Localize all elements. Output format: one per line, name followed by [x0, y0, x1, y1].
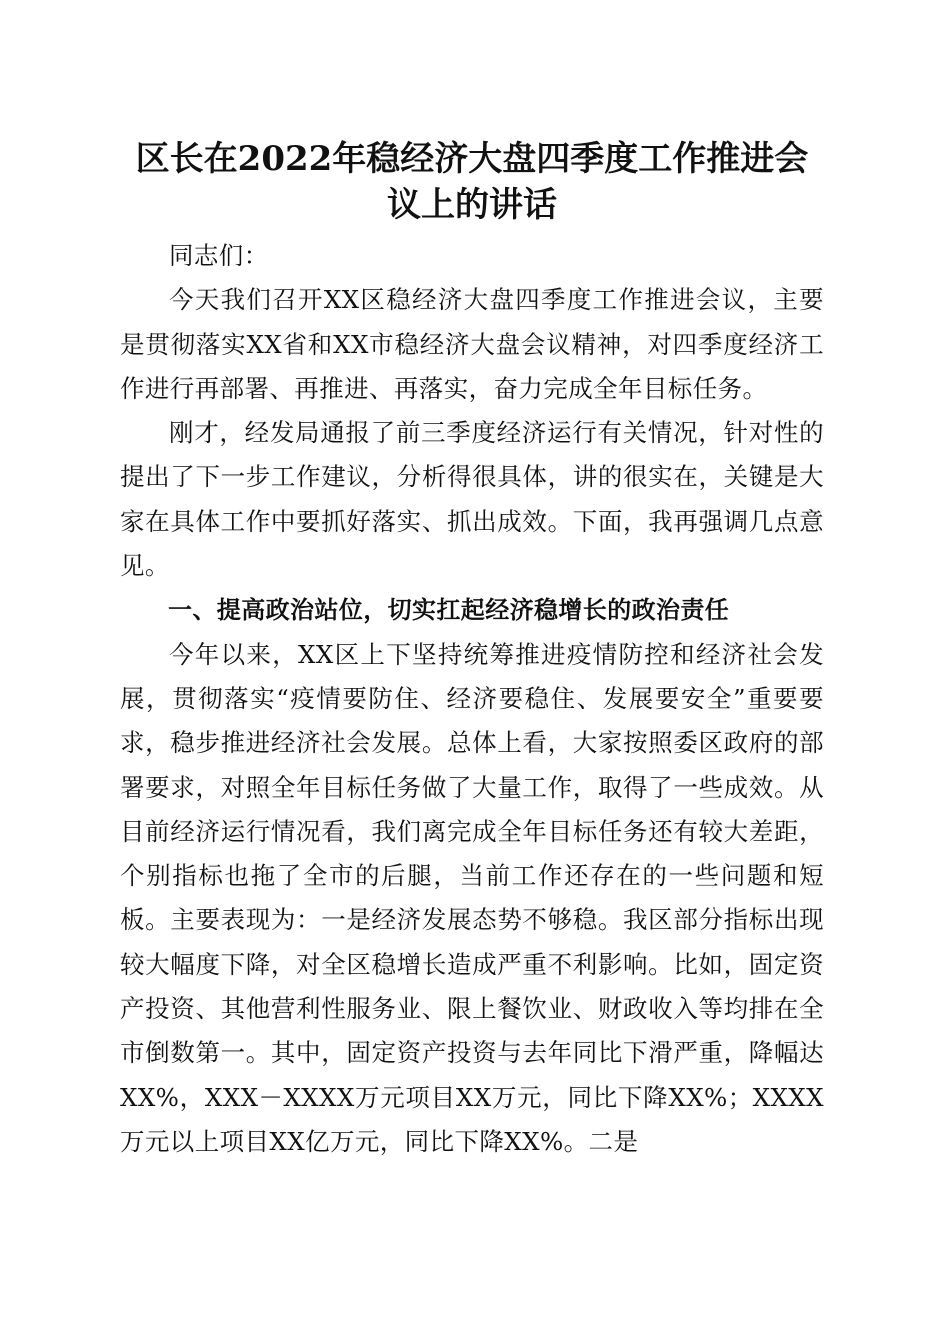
title-line-2: 议上的讲话: [387, 185, 557, 225]
section-heading-1: 一、提高政治站位，切实扛起经济稳增长的政治责任: [168, 596, 730, 625]
paragraph-section-1: 今年以来，XX区上下坚持统筹推进疫情防控和经济社会发展，贯彻落实“疫情要防住、经济要稳住、发展要安全”重要要求，稳步推进经济社会发展。总体上看，大家按照委区政府的部署要求，对照全年目标任务做了大量工作，取得了一些成效。从目前经济运行情况看，我们离完成全年目标任务还有较大差距，个别指标也拖了全市的后腿，当前工作还存在的一些问题和短板。主要表现为：一是经济发展态势不够稳。我区部分指标出现较大幅度下降，对全区稳增长造成严重不利影响。比如，固定资产投资、其他营利性服务业、限上餐饮业、财政收入等均排在全市倒数第一。其中，固定资产投资与去年同比下滑严重，降幅达XX%，XXX－XXXX万元项目XX万元，同比下降XX%；XXXX万元以上项目XX亿万元，同比下降XX%。二是: [120, 639, 824, 1156]
paragraph-intro: 今天我们召开XX区稳经济大盘四季度工作推进会议，主要是贯彻落实XX省和XX市稳经济大盘会议精神，对四季度经济工作进行再部署、再推进、再落实，奋力完成全年目标任务。: [120, 285, 824, 403]
document-title: [106, 136, 838, 228]
document-body: [120, 136, 824, 1164]
title-line-1: 区长在2022年稳经济大盘四季度工作推进会: [135, 139, 809, 179]
salutation: 同志们：: [169, 241, 269, 270]
paragraph-report: 刚才，经发局通报了前三季度经济运行有关情况，针对性的提出了下一步工作建议，分析得很具体，讲的很实在，关键是大家在具体工作中要抓好落实、抓出成效。下面，我再强调几点意见。: [120, 418, 824, 581]
